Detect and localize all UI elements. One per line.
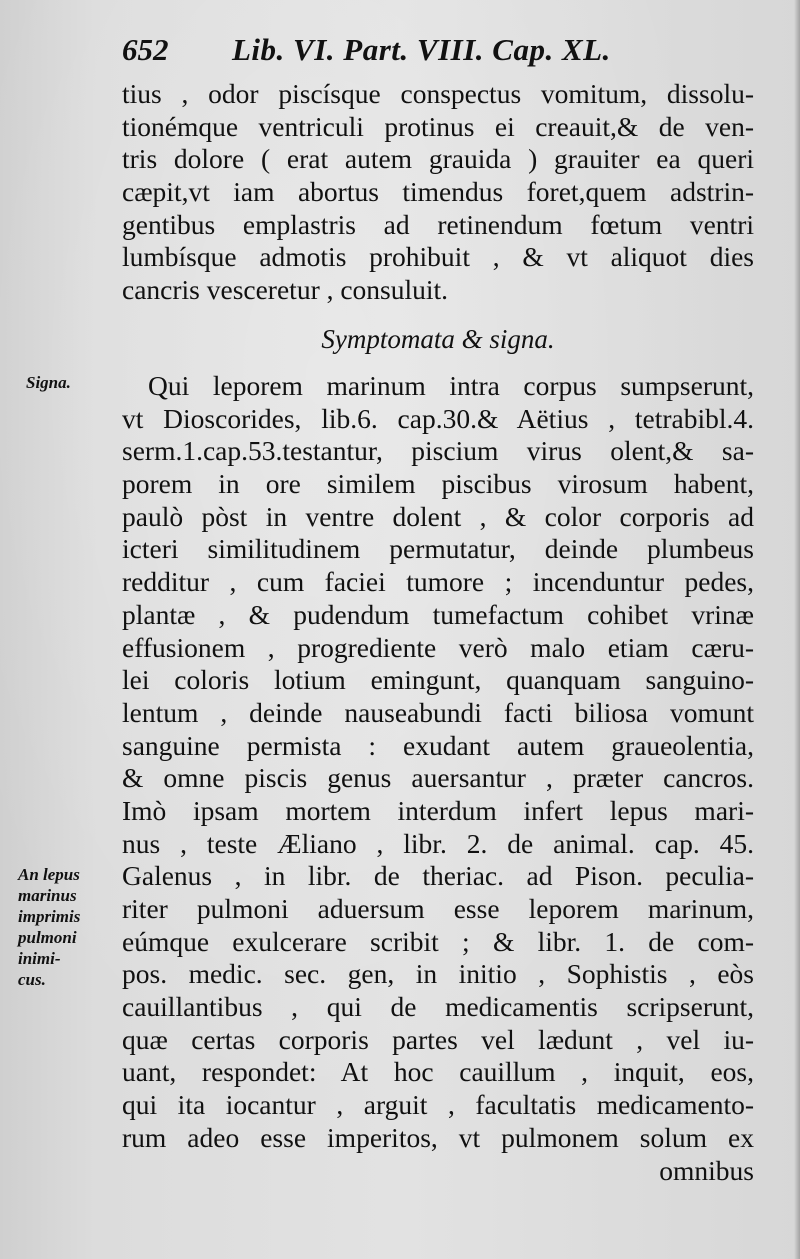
- text-line: qui ita iocantur , arguit , facultatis medicamento-: [122, 1089, 754, 1121]
- margin-note-line: cus.: [18, 970, 46, 989]
- text-line: lei coloris lotium emingunt, quanquam sanguino-: [122, 664, 754, 696]
- text-line: tius , odor piscísque conspectus vomitum, dissolu-: [122, 78, 754, 109]
- text-line: effusionem , progrediente verò malo etiam cæru-: [122, 631, 754, 663]
- paragraph-2: [122, 370, 754, 1187]
- margin-note-line: imprimis: [18, 907, 81, 926]
- section-heading: Symptomata & signa.: [321, 324, 555, 354]
- text-line: rum adeo esse imperitos, vt pulmonem solum ex: [122, 1121, 754, 1153]
- text-line: icteri similitudinem permutatur, deinde plumbeus: [122, 533, 754, 565]
- text-line: pos. medic. sec. gen, in initio , Sophistis , eòs: [122, 958, 754, 990]
- text-line: lentum , deinde nauseabundi facti biliosa vomunt: [122, 696, 754, 728]
- text-line: vt Dioscorides, lib.6. cap.30.& Aëtius , tetrabibl.4.: [122, 402, 754, 434]
- margin-note-line: inimi-: [18, 949, 61, 968]
- margin-note-line: An lepus: [18, 865, 80, 884]
- margin-note-line: marinus: [18, 886, 77, 905]
- margin-note-line: pulmoni: [18, 928, 77, 947]
- text-line: Galenus , in libr. de theriac. ad Pison. peculia-: [122, 860, 754, 892]
- margin-note-signa: Signa.: [26, 373, 71, 392]
- text-line: Imò ipsam mortem interdum infert lepus mari-: [122, 794, 754, 826]
- text-line: sanguine permista : exudant autem graueolentia,: [122, 729, 754, 761]
- text-line: cancris vesceretur , consuluit.: [122, 274, 449, 306]
- text-line: cæpit,vt iam abortus timendus foret,quem adstrin-: [122, 176, 754, 208]
- text-line: porem in ore similem piscibus virosum habent,: [122, 468, 754, 500]
- text-line: Qui leporem marinum intra corpus sumpserunt,: [148, 370, 754, 401]
- text-line: tionémque ventriculi protinus ei creauit,& de ven-: [122, 110, 754, 142]
- text-line: nus , teste Æliano , libr. 2. de animal. cap. 45.: [122, 827, 754, 859]
- paragraph-1: [122, 78, 754, 307]
- text-line: lumbísque admotis prohibuit , & vt aliquot dies: [122, 241, 754, 273]
- text-line: riter pulmoni aduersum esse leporem marinum,: [122, 893, 754, 924]
- text-line: tris dolore ( erat autem grauida ) grauiter ea queri: [122, 143, 754, 175]
- text-line: uant, respondet: At hoc cauillum , inquit, eos,: [122, 1056, 754, 1088]
- text-line: quæ certas corporis partes vel lædunt , vel iu-: [122, 1023, 754, 1055]
- running-head: Lib. VI. Part. VIII. Cap. XL.: [232, 32, 611, 67]
- text-line: paulò pòst in ventre dolent , & color corporis ad: [122, 500, 754, 532]
- text-line: redditur , cum faciei tumore ; incenduntur pedes,: [122, 566, 754, 598]
- text-line: plantæ , & pudendum tumefactum cohibet vrinæ: [122, 598, 754, 630]
- catchword: omnibus: [659, 1154, 754, 1186]
- text-line: eúmque exulcerare scribit ; & libr. 1. de com-: [122, 925, 754, 957]
- page-number: 652: [122, 32, 169, 67]
- page-header: [122, 32, 752, 78]
- margin-note-lepus: [18, 864, 118, 990]
- text-line: gentibus emplastris ad retinendum fœtum ventri: [122, 208, 754, 240]
- text-line: cauillantibus , qui de medicamentis scripserunt,: [122, 991, 754, 1023]
- text-line: & omne piscis genus auersantur , præter cancros.: [122, 762, 754, 794]
- text-line: serm.1.cap.53.testantur, piscium virus olent,& sa-: [122, 435, 754, 467]
